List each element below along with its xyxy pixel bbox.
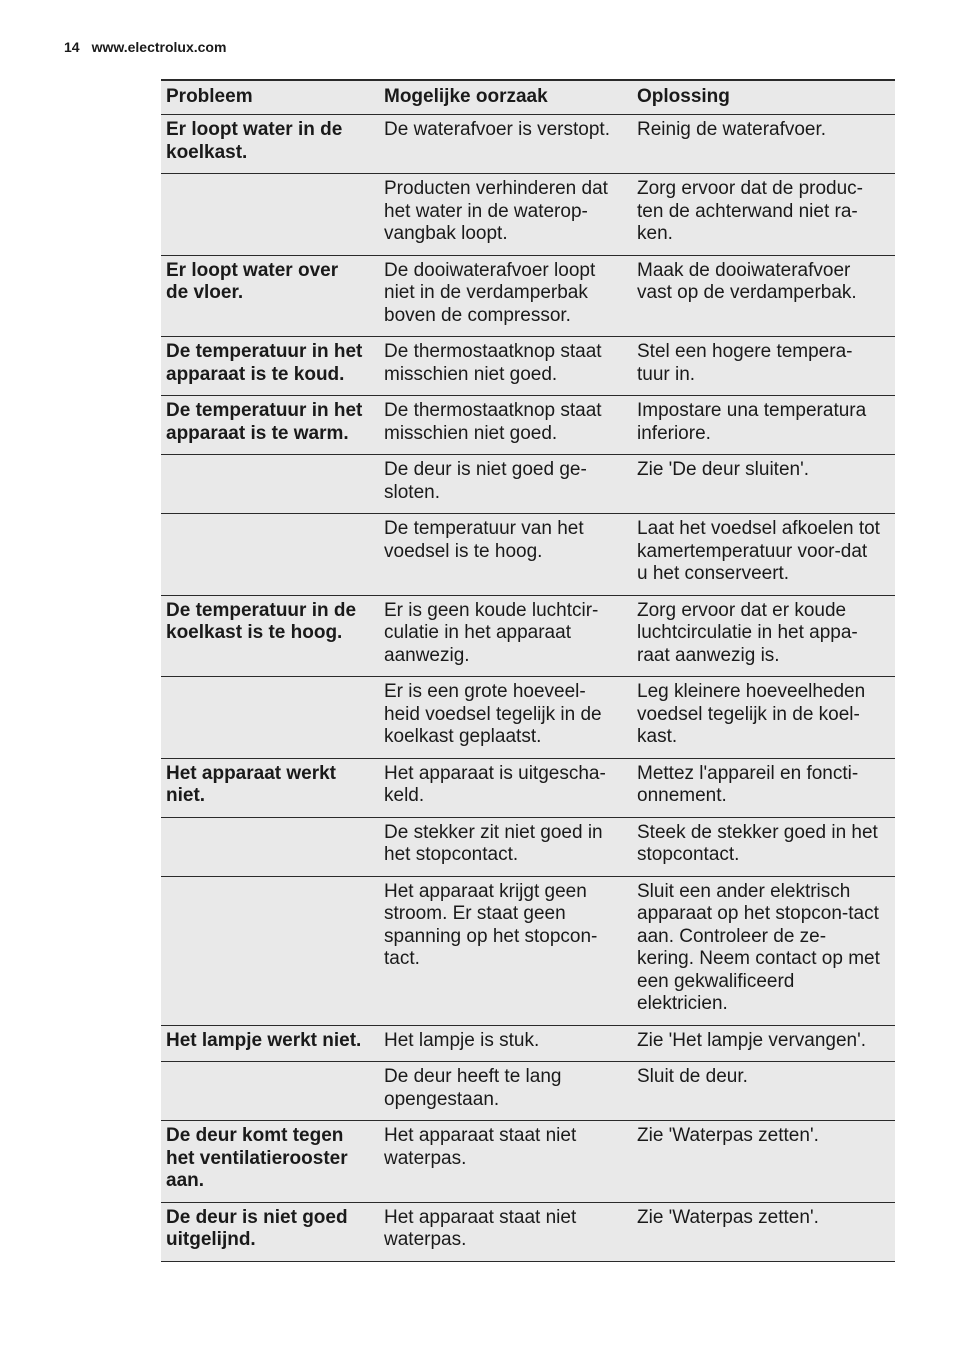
column-header-solution: Oplossing bbox=[632, 80, 895, 115]
table-row bbox=[161, 758, 895, 817]
solution-cell: Reinig de waterafvoer. bbox=[632, 115, 895, 174]
problem-cell: De temperatuur in het apparaat is te warm. bbox=[161, 396, 379, 455]
page-number: 14 bbox=[64, 39, 80, 55]
problem-cell bbox=[161, 174, 379, 256]
cause-cell: Producten verhinderen dat het water in de waterop-vangbak loopt. bbox=[379, 174, 632, 256]
troubleshooting-table bbox=[161, 79, 895, 1262]
problem-cell bbox=[161, 677, 379, 759]
problem-cell: Er loopt water over de vloer. bbox=[161, 255, 379, 337]
solution-cell: Maak de dooiwaterafvoer vast op de verdamperbak. bbox=[632, 255, 895, 337]
solution-cell: Zie 'Het lampje vervangen'. bbox=[632, 1025, 895, 1062]
cause-cell: Er is een grote hoeveel-heid voedsel tegelijk in de koelkast geplaatst. bbox=[379, 677, 632, 759]
cause-cell: Het apparaat staat niet waterpas. bbox=[379, 1202, 632, 1261]
cause-cell: De thermostaatknop staat misschien niet goed. bbox=[379, 337, 632, 396]
cause-cell: De waterafvoer is verstopt. bbox=[379, 115, 632, 174]
problem-cell: De temperatuur in de koelkast is te hoog. bbox=[161, 595, 379, 677]
problem-cell: Het lampje werkt niet. bbox=[161, 1025, 379, 1062]
cause-cell: Er is geen koude luchtcir-culatie in het apparaat aanwezig. bbox=[379, 595, 632, 677]
table-row bbox=[161, 115, 895, 174]
cause-cell: De dooiwaterafvoer loopt niet in de verdamperbak boven de compressor. bbox=[379, 255, 632, 337]
cause-cell: De stekker zit niet goed in het stopcontact. bbox=[379, 817, 632, 876]
solution-cell: Impostare una temperatura inferiore. bbox=[632, 396, 895, 455]
solution-cell: Zorg ervoor dat de produc-ten de achterwand niet ra-ken. bbox=[632, 174, 895, 256]
cause-cell: De temperatuur van het voedsel is te hoog. bbox=[379, 514, 632, 596]
page-header bbox=[64, 39, 226, 55]
cause-cell: Het lampje is stuk. bbox=[379, 1025, 632, 1062]
website-url[interactable]: www.electrolux.com bbox=[91, 39, 227, 55]
solution-cell: Zie 'Waterpas zetten'. bbox=[632, 1121, 895, 1203]
solution-cell: Steek de stekker goed in het stopcontact. bbox=[632, 817, 895, 876]
solution-cell: Zie 'De deur sluiten'. bbox=[632, 455, 895, 514]
cause-cell: De deur is niet goed ge-sloten. bbox=[379, 455, 632, 514]
solution-cell: Mettez l'appareil en foncti-onnement. bbox=[632, 758, 895, 817]
solution-cell: Leg kleinere hoeveelheden voedsel tegelijk in de koel-kast. bbox=[632, 677, 895, 759]
problem-cell: Het apparaat werkt niet. bbox=[161, 758, 379, 817]
table-row bbox=[161, 1202, 895, 1261]
problem-cell bbox=[161, 1062, 379, 1121]
table-row bbox=[161, 174, 895, 256]
problem-cell: De temperatuur in het apparaat is te koud. bbox=[161, 337, 379, 396]
problem-cell: Er loopt water in de koelkast. bbox=[161, 115, 379, 174]
cause-cell: De thermostaatknop staat misschien niet goed. bbox=[379, 396, 632, 455]
table-row bbox=[161, 1025, 895, 1062]
column-header-problem: Probleem bbox=[161, 80, 379, 115]
table-row bbox=[161, 817, 895, 876]
table-row bbox=[161, 396, 895, 455]
problem-cell bbox=[161, 876, 379, 1025]
table-row bbox=[161, 595, 895, 677]
solution-cell: Sluit de deur. bbox=[632, 1062, 895, 1121]
solution-cell: Stel een hogere tempera-tuur in. bbox=[632, 337, 895, 396]
column-header-cause: Mogelijke oorzaak bbox=[379, 80, 632, 115]
table-row bbox=[161, 255, 895, 337]
table-row bbox=[161, 337, 895, 396]
cause-cell: De deur heeft te lang opengestaan. bbox=[379, 1062, 632, 1121]
solution-cell: Sluit een ander elektrisch apparaat op het stopcon-tact aan. Controleer de ze-kering. Neem contact op met een gekwalificeerd elektricien. bbox=[632, 876, 895, 1025]
cause-cell: Het apparaat krijgt geen stroom. Er staat geen spanning op het stopcon-tact. bbox=[379, 876, 632, 1025]
table-row bbox=[161, 455, 895, 514]
table-row bbox=[161, 514, 895, 596]
solution-cell: Zorg ervoor dat er koude luchtcirculatie in het appa-raat aanwezig is. bbox=[632, 595, 895, 677]
table-row bbox=[161, 1062, 895, 1121]
problem-cell bbox=[161, 455, 379, 514]
solution-cell: Laat het voedsel afkoelen tot kamertemperatuur voor-dat u het conserveert. bbox=[632, 514, 895, 596]
problem-cell bbox=[161, 817, 379, 876]
table-header-row bbox=[161, 80, 895, 115]
problem-cell: De deur komt tegen het ventilatierooster aan. bbox=[161, 1121, 379, 1203]
table-row bbox=[161, 876, 895, 1025]
solution-cell: Zie 'Waterpas zetten'. bbox=[632, 1202, 895, 1261]
table-row bbox=[161, 677, 895, 759]
table-row bbox=[161, 1121, 895, 1203]
problem-cell: De deur is niet goed uitgelijnd. bbox=[161, 1202, 379, 1261]
cause-cell: Het apparaat is uitgescha-keld. bbox=[379, 758, 632, 817]
cause-cell: Het apparaat staat niet waterpas. bbox=[379, 1121, 632, 1203]
problem-cell bbox=[161, 514, 379, 596]
